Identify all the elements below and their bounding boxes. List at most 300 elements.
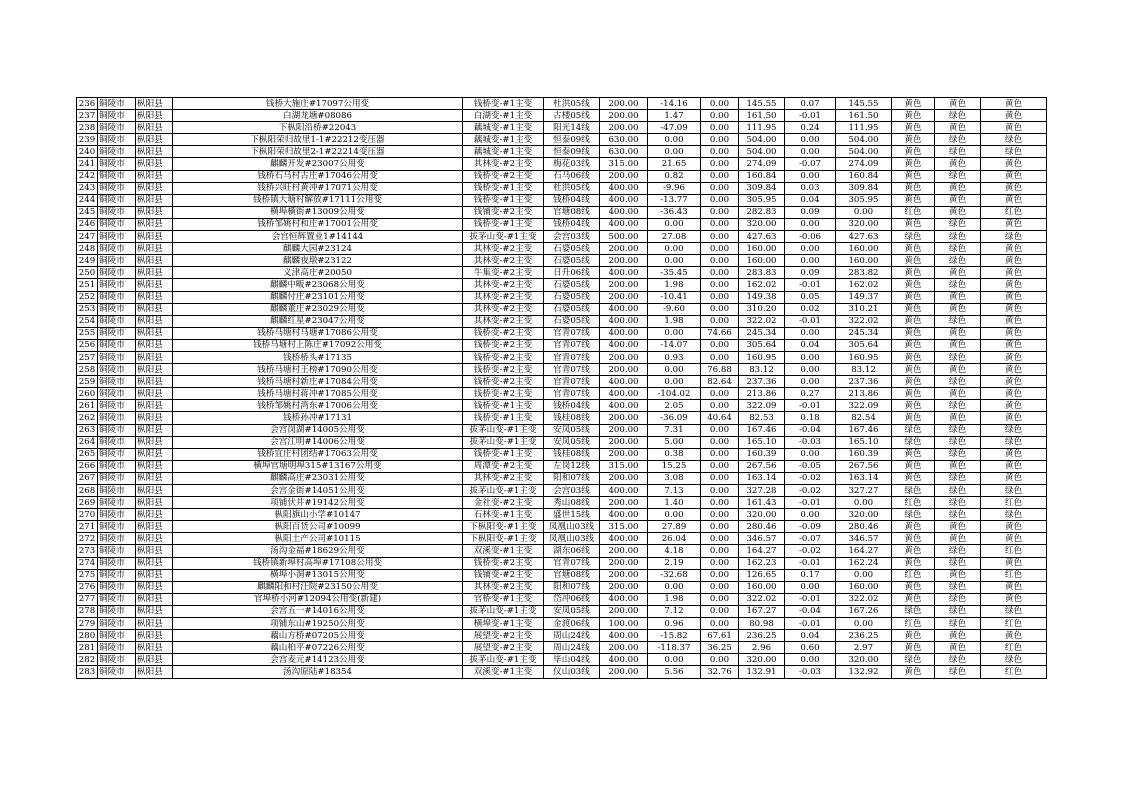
cell-value-d: -0.05: [785, 460, 836, 472]
cell-rated-capacity: 400.00: [600, 339, 648, 351]
cell-value-e: 309.84: [836, 182, 892, 194]
cell-rated-capacity: 200.00: [600, 351, 648, 363]
cell-county: 枞阳县: [136, 146, 173, 158]
cell-county: 枞阳县: [136, 400, 173, 412]
cell-value-b: 0.00: [701, 243, 739, 255]
cell-row-index: 270: [77, 509, 98, 521]
table-row: [77, 557, 1047, 569]
cell-row-index: 267: [77, 472, 98, 484]
table-row: [77, 424, 1047, 436]
cell-value-b: 0.00: [701, 315, 739, 327]
cell-status-color-1: 绿色: [892, 654, 935, 666]
cell-city: 铜陵市: [98, 412, 136, 424]
cell-value-b: 0.00: [701, 388, 739, 400]
cell-row-index: 245: [77, 206, 98, 218]
cell-status-color-2: 黄色: [935, 339, 981, 351]
cell-city: 铜陵市: [98, 110, 136, 122]
cell-value-d: 0.60: [785, 642, 836, 654]
cell-value-c: 320.00: [739, 654, 785, 666]
cell-feeder-line: 恒泰09线: [544, 134, 600, 146]
cell-substation-main: 金社变-#2主变: [463, 497, 544, 509]
cell-value-e: 161.50: [836, 110, 892, 122]
table-row: [77, 642, 1047, 654]
cell-value-e: 236.25: [836, 630, 892, 642]
cell-row-index: 275: [77, 569, 98, 581]
cell-status-color-2: 绿色: [935, 485, 981, 497]
cell-county: 枞阳县: [136, 182, 173, 194]
cell-value-d: -0.07: [785, 533, 836, 545]
cell-rated-capacity: 200.00: [600, 545, 648, 557]
cell-status-color-3: 黄色: [981, 243, 1047, 255]
cell-status-color-2: 黄色: [935, 182, 981, 194]
cell-value-c: 160.00: [739, 255, 785, 267]
cell-county: 枞阳县: [136, 206, 173, 218]
table-row: [77, 400, 1047, 412]
cell-transformer-name: 麒麟高庄#23031公用变: [173, 472, 463, 484]
cell-value-a: -36.43: [648, 206, 701, 218]
cell-status-color-2: 绿色: [935, 400, 981, 412]
cell-status-color-1: 黄色: [892, 630, 935, 642]
cell-feeder-line: 毕山04线: [544, 654, 600, 666]
cell-value-a: 0.38: [648, 448, 701, 460]
cell-value-b: 0.00: [701, 545, 739, 557]
cell-value-a: -9.96: [648, 182, 701, 194]
table-row: [77, 351, 1047, 363]
cell-status-color-1: 黄色: [892, 303, 935, 315]
table-row: [77, 194, 1047, 206]
cell-feeder-line: 钱桂08线: [544, 448, 600, 460]
cell-value-a: 1.98: [648, 593, 701, 605]
cell-status-color-2: 黄色: [935, 206, 981, 218]
cell-substation-main: 其林变-#2主变: [463, 303, 544, 315]
cell-status-color-3: 黄色: [981, 472, 1047, 484]
cell-value-e: 149.37: [836, 291, 892, 303]
cell-row-index: 268: [77, 485, 98, 497]
cell-substation-main: 钱桥变-#2主变: [463, 376, 544, 388]
cell-status-color-3: 黄色: [981, 521, 1047, 533]
cell-transformer-name: 下枞阳沿桥#22043: [173, 122, 463, 134]
cell-value-a: 0.00: [648, 146, 701, 158]
cell-rated-capacity: 200.00: [600, 291, 648, 303]
cell-value-c: 82.53: [739, 412, 785, 424]
cell-status-color-1: 黄色: [892, 557, 935, 569]
cell-transformer-name: 枞阳旗山小学#10147: [173, 509, 463, 521]
cell-value-a: -15.82: [648, 630, 701, 642]
cell-feeder-line: 钱桥04线: [544, 218, 600, 230]
cell-city: 铜陵市: [98, 158, 136, 170]
cell-substation-main: 藕城变-#1主变: [463, 122, 544, 134]
cell-value-d: 0.00: [785, 364, 836, 376]
cell-row-index: 261: [77, 400, 98, 412]
cell-value-a: 0.00: [648, 327, 701, 339]
cell-rated-capacity: 200.00: [600, 412, 648, 424]
cell-county: 枞阳县: [136, 267, 173, 279]
cell-value-e: 0.00: [836, 618, 892, 630]
cell-city: 铜陵市: [98, 291, 136, 303]
cell-status-color-2: 黄色: [935, 194, 981, 206]
cell-row-index: 258: [77, 364, 98, 376]
cell-county: 枞阳县: [136, 388, 173, 400]
cell-status-color-2: 绿色: [935, 376, 981, 388]
table-row: [77, 569, 1047, 581]
cell-rated-capacity: 630.00: [600, 134, 648, 146]
cell-value-b: 0.00: [701, 170, 739, 182]
cell-row-index: 273: [77, 545, 98, 557]
cell-status-color-2: 绿色: [935, 351, 981, 363]
cell-status-color-3: 绿色: [981, 231, 1047, 243]
cell-rated-capacity: 400.00: [600, 206, 648, 218]
cell-rated-capacity: 200.00: [600, 666, 648, 678]
table-body: [77, 98, 1047, 679]
cell-value-d: 0.05: [785, 291, 836, 303]
cell-city: 铜陵市: [98, 472, 136, 484]
cell-value-e: 145.55: [836, 98, 892, 110]
cell-city: 铜陵市: [98, 400, 136, 412]
cell-rated-capacity: 200.00: [600, 122, 648, 134]
cell-substation-main: 拔茅山变-#1主变: [463, 424, 544, 436]
cell-value-c: 245.34: [739, 327, 785, 339]
cell-row-index: 238: [77, 122, 98, 134]
cell-feeder-line: 周山24线: [544, 630, 600, 642]
cell-value-e: 327.27: [836, 485, 892, 497]
table-row: [77, 243, 1047, 255]
cell-value-d: 0.09: [785, 267, 836, 279]
cell-status-color-2: 绿色: [935, 110, 981, 122]
cell-value-b: 82.64: [701, 376, 739, 388]
cell-status-color-1: 黄色: [892, 376, 935, 388]
cell-feeder-line: 钱桥04线: [544, 400, 600, 412]
cell-value-d: 0.04: [785, 339, 836, 351]
cell-value-d: -0.04: [785, 424, 836, 436]
cell-feeder-line: 石婆05线: [544, 243, 600, 255]
cell-substation-main: 展望变-#2主变: [463, 642, 544, 654]
cell-value-a: -118.37: [648, 642, 701, 654]
cell-value-e: 160.84: [836, 170, 892, 182]
cell-feeder-line: 官青07线: [544, 557, 600, 569]
cell-status-color-1: 绿色: [892, 485, 935, 497]
cell-value-b: 0.00: [701, 533, 739, 545]
cell-city: 铜陵市: [98, 424, 136, 436]
cell-rated-capacity: 400.00: [600, 509, 648, 521]
cell-status-color-1: 黄色: [892, 315, 935, 327]
cell-transformer-name: 会宫五一#14016公用变: [173, 605, 463, 617]
cell-county: 枞阳县: [136, 158, 173, 170]
cell-city: 铜陵市: [98, 436, 136, 448]
cell-value-a: -9.60: [648, 303, 701, 315]
cell-row-index: 253: [77, 303, 98, 315]
cell-value-c: 274.09: [739, 158, 785, 170]
table-row: [77, 388, 1047, 400]
table-row: [77, 666, 1047, 678]
cell-value-d: 0.00: [785, 376, 836, 388]
cell-rated-capacity: 200.00: [600, 170, 648, 182]
cell-value-c: 213.86: [739, 388, 785, 400]
cell-status-color-3: 黄色: [981, 593, 1047, 605]
cell-city: 铜陵市: [98, 497, 136, 509]
cell-transformer-name: 钱桥孙冲#17131: [173, 412, 463, 424]
cell-feeder-line: 官青07线: [544, 351, 600, 363]
table-row: [77, 485, 1047, 497]
cell-value-d: -0.06: [785, 231, 836, 243]
cell-rated-capacity: 400.00: [600, 630, 648, 642]
cell-city: 铜陵市: [98, 146, 136, 158]
cell-substation-main: 钱铺变-#2主变: [463, 569, 544, 581]
table-row: [77, 364, 1047, 376]
cell-feeder-line: 石婆05线: [544, 303, 600, 315]
cell-city: 铜陵市: [98, 654, 136, 666]
cell-city: 铜陵市: [98, 351, 136, 363]
table-row: [77, 509, 1047, 521]
cell-value-c: 164.27: [739, 545, 785, 557]
cell-status-color-2: 黄色: [935, 642, 981, 654]
cell-transformer-name: 钱桥大施庄#17097公用变: [173, 98, 463, 110]
cell-value-e: 162.02: [836, 279, 892, 291]
cell-value-d: -0.02: [785, 472, 836, 484]
cell-value-e: 504.00: [836, 146, 892, 158]
cell-value-d: 0.00: [785, 509, 836, 521]
cell-value-b: 0.00: [701, 339, 739, 351]
cell-value-d: -0.01: [785, 315, 836, 327]
cell-status-color-1: 红色: [892, 497, 935, 509]
cell-value-b: 0.00: [701, 98, 739, 110]
cell-status-color-1: 黄色: [892, 243, 935, 255]
cell-substation-main: 其林变-#2主变: [463, 291, 544, 303]
cell-status-color-2: 绿色: [935, 509, 981, 521]
cell-substation-main: 钱桥变-#2主变: [463, 351, 544, 363]
cell-city: 铜陵市: [98, 315, 136, 327]
table-row: [77, 448, 1047, 460]
cell-city: 铜陵市: [98, 666, 136, 678]
cell-rated-capacity: 200.00: [600, 279, 648, 291]
cell-rated-capacity: 500.00: [600, 231, 648, 243]
cell-rated-capacity: 200.00: [600, 472, 648, 484]
cell-value-a: 7.31: [648, 424, 701, 436]
cell-row-index: 239: [77, 134, 98, 146]
cell-value-d: 0.00: [785, 170, 836, 182]
cell-county: 枞阳县: [136, 618, 173, 630]
cell-value-d: -0.07: [785, 158, 836, 170]
cell-row-index: 252: [77, 291, 98, 303]
cell-row-index: 237: [77, 110, 98, 122]
cell-status-color-3: 黄色: [981, 351, 1047, 363]
cell-feeder-line: 金渡06线: [544, 618, 600, 630]
cell-feeder-line: 左岗12线: [544, 460, 600, 472]
cell-value-c: 149.38: [739, 291, 785, 303]
cell-value-d: -0.01: [785, 400, 836, 412]
cell-value-d: 0.00: [785, 581, 836, 593]
cell-status-color-1: 红色: [892, 206, 935, 218]
cell-value-b: 0.00: [701, 255, 739, 267]
cell-status-color-2: 黄色: [935, 98, 981, 110]
cell-status-color-1: 黄色: [892, 521, 935, 533]
cell-feeder-line: 官青07线: [544, 388, 600, 400]
cell-substation-main: 拔茅山变-#1主变: [463, 231, 544, 243]
cell-county: 枞阳县: [136, 630, 173, 642]
cell-city: 铜陵市: [98, 605, 136, 617]
cell-rated-capacity: 200.00: [600, 605, 648, 617]
cell-county: 枞阳县: [136, 339, 173, 351]
cell-transformer-name: 藕山方桥#07205公用变: [173, 630, 463, 642]
cell-status-color-2: 黄色: [935, 412, 981, 424]
cell-transformer-name: 汤沟原陆#18354: [173, 666, 463, 678]
cell-rated-capacity: 200.00: [600, 243, 648, 255]
cell-feeder-line: 阳和07线: [544, 581, 600, 593]
cell-value-a: 21.65: [648, 158, 701, 170]
cell-substation-main: 牛集变-#2主变: [463, 267, 544, 279]
cell-value-c: 310.20: [739, 303, 785, 315]
cell-value-e: 237.36: [836, 376, 892, 388]
cell-rated-capacity: 400.00: [600, 654, 648, 666]
cell-value-d: 0.18: [785, 412, 836, 424]
cell-value-c: 427.63: [739, 231, 785, 243]
cell-city: 铜陵市: [98, 545, 136, 557]
cell-rated-capacity: 200.00: [600, 497, 648, 509]
cell-value-c: 309.84: [739, 182, 785, 194]
cell-status-color-3: 黄色: [981, 448, 1047, 460]
cell-value-e: 305.95: [836, 194, 892, 206]
cell-value-c: 346.57: [739, 533, 785, 545]
cell-substation-main: 钱桥变-#1主变: [463, 412, 544, 424]
cell-value-b: 0.00: [701, 509, 739, 521]
cell-transformer-name: 横埠官塘明埠315#13167公用变: [173, 460, 463, 472]
cell-value-c: 236.25: [739, 630, 785, 642]
cell-value-c: 322.02: [739, 315, 785, 327]
cell-transformer-name: 钱桥镇新埠村高埠#17108公用变: [173, 557, 463, 569]
cell-county: 枞阳县: [136, 472, 173, 484]
cell-feeder-line: 安凤05线: [544, 424, 600, 436]
table-row: [77, 146, 1047, 158]
cell-status-color-3: 红色: [981, 206, 1047, 218]
cell-value-b: 0.00: [701, 122, 739, 134]
cell-rated-capacity: 400.00: [600, 593, 648, 605]
cell-row-index: 277: [77, 593, 98, 605]
cell-city: 铜陵市: [98, 339, 136, 351]
cell-status-color-2: 绿色: [935, 436, 981, 448]
table-row: [77, 110, 1047, 122]
table-row: [77, 267, 1047, 279]
cell-substation-main: 钱桥变-#2主变: [463, 557, 544, 569]
cell-status-color-1: 黄色: [892, 267, 935, 279]
cell-transformer-name: 会宫岗湖#14005公用变: [173, 424, 463, 436]
cell-status-color-3: 黄色: [981, 182, 1047, 194]
cell-value-c: 83.12: [739, 364, 785, 376]
cell-transformer-name: 钱桥马塘村新庄#17084公用变: [173, 376, 463, 388]
cell-substation-main: 官桥变-#1主变: [463, 593, 544, 605]
cell-transformer-name: 钱桥桥头#17135: [173, 351, 463, 363]
cell-feeder-line: 岱冲06线: [544, 593, 600, 605]
cell-status-color-1: 黄色: [892, 134, 935, 146]
cell-value-b: 0.00: [701, 134, 739, 146]
cell-rated-capacity: 315.00: [600, 521, 648, 533]
cell-value-c: 320.00: [739, 509, 785, 521]
cell-value-b: 67.61: [701, 630, 739, 642]
cell-city: 铜陵市: [98, 231, 136, 243]
cell-value-b: 32.76: [701, 666, 739, 678]
cell-value-c: 320.00: [739, 218, 785, 230]
cell-city: 铜陵市: [98, 388, 136, 400]
table-row: [77, 654, 1047, 666]
cell-row-index: 257: [77, 351, 98, 363]
cell-value-a: -10.41: [648, 291, 701, 303]
cell-value-e: 162.24: [836, 557, 892, 569]
cell-row-index: 259: [77, 376, 98, 388]
cell-feeder-line: 钱桂08线: [544, 412, 600, 424]
cell-county: 枞阳县: [136, 545, 173, 557]
cell-transformer-name: 义津高庄#20050: [173, 267, 463, 279]
cell-county: 枞阳县: [136, 569, 173, 581]
cell-value-c: 160.95: [739, 351, 785, 363]
cell-feeder-line: 盛世15线: [544, 509, 600, 521]
cell-city: 铜陵市: [98, 557, 136, 569]
cell-transformer-name: 钱桥邹姚村湾东#17006公用变: [173, 400, 463, 412]
cell-city: 铜陵市: [98, 593, 136, 605]
cell-status-color-1: 绿色: [892, 231, 935, 243]
cell-rated-capacity: 400.00: [600, 327, 648, 339]
cell-status-color-1: 黄色: [892, 448, 935, 460]
cell-status-color-1: 黄色: [892, 533, 935, 545]
cell-substation-main: 藕城变-#1主变: [463, 146, 544, 158]
cell-value-b: 74.66: [701, 327, 739, 339]
cell-rated-capacity: 200.00: [600, 581, 648, 593]
cell-status-color-3: 黄色: [981, 267, 1047, 279]
cell-city: 铜陵市: [98, 364, 136, 376]
cell-status-color-2: 绿色: [935, 581, 981, 593]
cell-city: 铜陵市: [98, 206, 136, 218]
cell-county: 枞阳县: [136, 303, 173, 315]
cell-value-c: 160.00: [739, 243, 785, 255]
cell-substation-main: 钱桥变-#2主变: [463, 388, 544, 400]
cell-county: 枞阳县: [136, 654, 173, 666]
cell-status-color-1: 黄色: [892, 158, 935, 170]
cell-value-c: 504.00: [739, 134, 785, 146]
cell-row-index: 243: [77, 182, 98, 194]
cell-transformer-name: 钱桥邹姚村和庄#17001公用变: [173, 218, 463, 230]
cell-value-b: 0.00: [701, 436, 739, 448]
cell-status-color-3: 绿色: [981, 146, 1047, 158]
cell-feeder-line: 会宫03线: [544, 485, 600, 497]
cell-value-e: 132.92: [836, 666, 892, 678]
cell-value-d: -0.01: [785, 497, 836, 509]
cell-rated-capacity: 200.00: [600, 424, 648, 436]
cell-status-color-3: 黄色: [981, 412, 1047, 424]
cell-row-index: 264: [77, 436, 98, 448]
table-row: [77, 521, 1047, 533]
cell-city: 铜陵市: [98, 303, 136, 315]
cell-county: 枞阳县: [136, 134, 173, 146]
cell-value-c: 282.83: [739, 206, 785, 218]
cell-status-color-3: 黄色: [981, 557, 1047, 569]
cell-transformer-name: 麒麟付庄#23101公用变: [173, 291, 463, 303]
cell-feeder-line: 官青07线: [544, 339, 600, 351]
cell-value-e: 163.14: [836, 472, 892, 484]
cell-value-b: 0.00: [701, 557, 739, 569]
cell-rated-capacity: 200.00: [600, 642, 648, 654]
cell-row-index: 262: [77, 412, 98, 424]
cell-value-c: 161.50: [739, 110, 785, 122]
cell-status-color-2: 黄色: [935, 327, 981, 339]
cell-transformer-name: 横埠横街#13009公用变: [173, 206, 463, 218]
cell-value-e: 160.00: [836, 255, 892, 267]
cell-status-color-3: 绿色: [981, 436, 1047, 448]
cell-value-e: 427.63: [836, 231, 892, 243]
cell-status-color-2: 黄色: [935, 122, 981, 134]
cell-county: 枞阳县: [136, 110, 173, 122]
cell-transformer-name: 麒麟红星#23047公用变: [173, 315, 463, 327]
cell-status-color-1: 黄色: [892, 351, 935, 363]
table-row: [77, 618, 1047, 630]
cell-status-color-1: 黄色: [892, 545, 935, 557]
cell-value-a: 0.82: [648, 170, 701, 182]
